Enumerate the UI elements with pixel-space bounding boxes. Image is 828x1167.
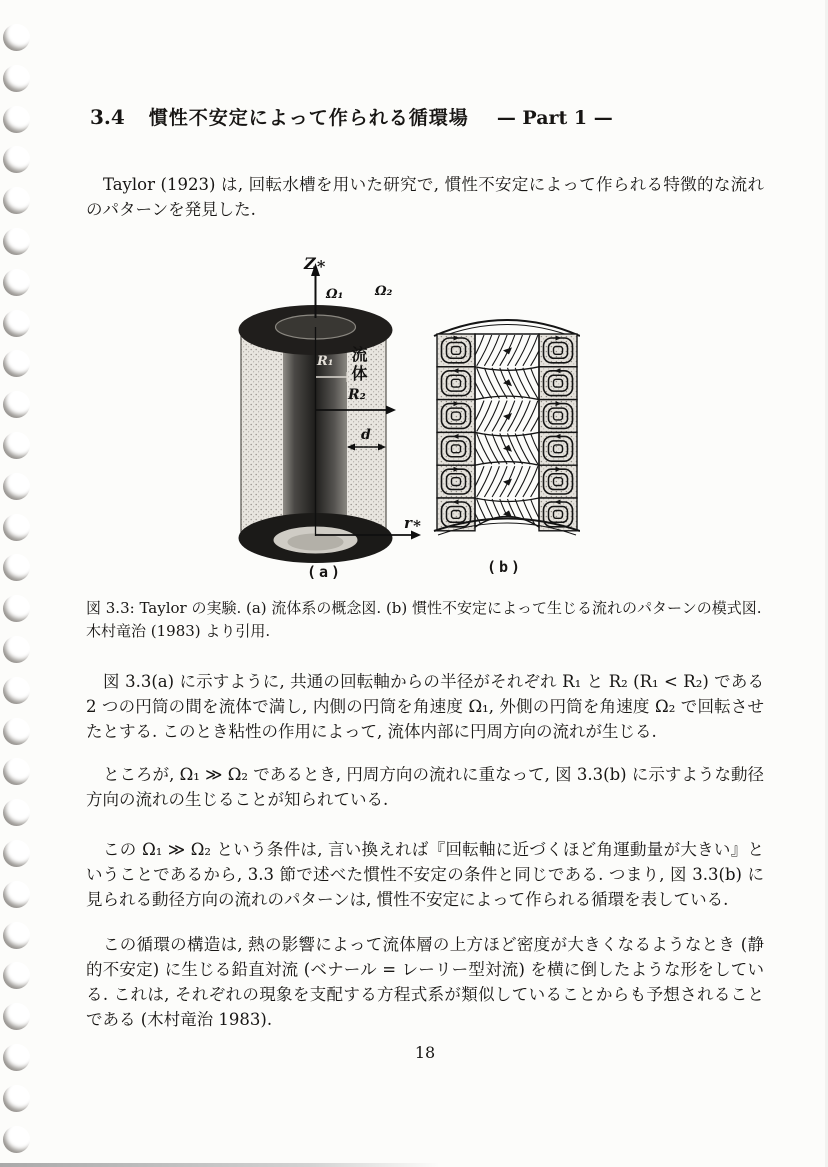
binder-hole <box>3 758 30 785</box>
scan-edge-artifact <box>0 1163 440 1167</box>
z-axis-label: Z∗ <box>304 254 327 273</box>
r-axis-label: r∗ <box>404 514 423 532</box>
paragraph-3: ところが, Ω₁ ≫ Ω₂ であるとき, 円周方向の流れに重なって, 図 3.3(b) に示すような動径方向の流れの生じることが知られている. <box>86 765 764 809</box>
paragraph-1: Taylor (1923) は, 回転水槽を用いた研究で, 慣性不安定によって作られる特徴的な流れのパターンを発見した. <box>86 175 764 219</box>
paragraph-2: 図 3.3(a) に示すように, 共通の回転軸からの半径がそれぞれ R₁ と R₂ (R₁ < R₂) である 2 つの円筒の間を流体で満し, 内側の円筒を角速度 Ω₁, 外側の円筒を角速度 Ω₂ で回転させたとする. このとき粘性の作用によって, 流体内部に円周方向の流れが生じる. <box>86 672 764 741</box>
binder-hole <box>3 554 30 581</box>
omega-outer-label: Ω₂ <box>375 284 393 299</box>
binder-hole <box>3 636 30 663</box>
binder-hole <box>3 718 30 745</box>
figure-caption: 図 3.3: Taylor の実験. (a) 流体系の概念図. (b) 慣性不安定によって生じる流れのパターンの模式図. 木村竜治 (1983) より引用. <box>86 599 762 640</box>
binder-hole <box>3 514 30 541</box>
binder-hole <box>3 799 30 826</box>
binder-hole <box>3 187 30 214</box>
paragraph-5: この循環の構造は, 熱の影響によって流体層の上方ほど密度が大きくなるようなとき (静的不安定) に生じる鉛直対流 (ベナール = レーリー型対流) を横に倒したような形をしている. これは, それぞれの現象を支配する方程式系が類似していることからも予想されることである (木村竜治 1983). <box>86 935 765 1029</box>
binder-holes <box>0 0 45 1167</box>
binder-hole <box>3 24 30 51</box>
binder-hole <box>3 310 30 337</box>
section-heading <box>90 103 613 130</box>
binder-hole <box>3 1044 30 1071</box>
binder-hole <box>3 473 30 500</box>
paragraph-4: この Ω₁ ≫ Ω₂ という条件は, 言い換えれば『回転軸に近づくほど角運動量が大きい』ということであるから, 3.3 節で述べた慣性不安定の条件と同じである. つまり, 図 3.3(b) に見られる動径方向の流れのパターンは, 慣性不安定によって作られる循環を表している. <box>86 840 764 909</box>
binder-hole <box>3 146 30 173</box>
binder-hole <box>3 677 30 704</box>
cylinder-apparatus-drawing <box>220 254 430 588</box>
outer-radius-label: R₂ <box>348 387 366 403</box>
binder-hole <box>3 350 30 377</box>
binder-hole <box>3 962 30 989</box>
binder-hole <box>3 1085 30 1112</box>
section-number: 3.4 <box>90 105 125 129</box>
binder-hole <box>3 881 30 908</box>
vortex-pattern-drawing <box>430 300 580 545</box>
binder-hole <box>3 106 30 133</box>
binder-hole <box>3 228 30 255</box>
binder-hole <box>3 922 30 949</box>
binder-hole <box>3 269 30 296</box>
figure-panel-a <box>220 254 430 588</box>
gap-label: d <box>361 427 371 443</box>
binder-hole <box>3 65 30 92</box>
figure-panel-b <box>430 300 580 590</box>
page-number: 18 <box>414 1043 436 1062</box>
omega-inner-label: Ω₁ <box>326 287 344 302</box>
binder-hole <box>3 840 30 867</box>
section-part-label: — Part 1 — <box>496 107 613 129</box>
binder-hole <box>3 595 30 622</box>
binder-hole <box>3 1003 30 1030</box>
binder-hole <box>3 1126 30 1153</box>
panel-a-label: (a) <box>306 563 344 581</box>
binder-hole <box>3 391 30 418</box>
section-title: 慣性不安定によって作られる循環場 <box>148 107 469 129</box>
panel-b-label: (b) <box>486 558 524 576</box>
fluid-label: 流体 <box>349 346 368 384</box>
binder-hole <box>3 432 30 459</box>
inner-radius-label: R₁ <box>317 354 334 369</box>
